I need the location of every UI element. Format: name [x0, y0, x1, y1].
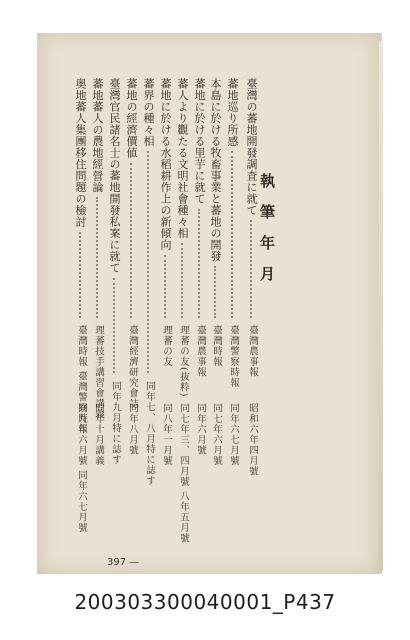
entry-title: 蕃地の經濟價値 — [125, 78, 138, 159]
entry-source: 理蕃の友(抜粋) — [178, 325, 189, 398]
entry-title: 本島に於ける牧畜事業と蕃地の開發 — [209, 78, 222, 262]
dot-leader — [198, 209, 200, 319]
entry-source: 臺灣時報 臺灣警察時報 — [76, 325, 87, 435]
dot-leader — [130, 163, 132, 319]
entry-date: 昭和六年四月號 — [247, 403, 258, 477]
dot-leader — [164, 255, 166, 319]
dot-leader — [214, 266, 216, 318]
entry-title: 蕃地蕃人の農地經營論 — [91, 78, 104, 193]
entry-date: 同年九月特に誌す — [110, 381, 121, 465]
entry-date: 同七年三、四月號 八年五月號 — [178, 403, 189, 544]
entry-source: 臺灣警察時報 — [228, 325, 239, 388]
document-page — [37, 33, 382, 574]
entry-source: 臺灣時報 — [211, 325, 222, 367]
entry-title: 蕃地に於ける里芋に就て — [193, 78, 206, 205]
dot-leader — [181, 243, 183, 318]
dot-leader — [250, 220, 252, 318]
dot-leader — [113, 278, 115, 374]
entry-title: 蕃地に於ける水稻耕作上の新傾向 — [159, 78, 172, 251]
entry-date: 同年十月講義 — [93, 403, 104, 466]
dot-leader — [147, 151, 149, 373]
entry-date: 同年七、八月特に誌す — [144, 381, 155, 486]
dot-leader — [96, 197, 98, 318]
entry-title: 臺灣官民諸名士の蕃地開發私案に就て — [108, 78, 121, 274]
entry-title: 蕃人より觀たる文明社會種々相 — [176, 78, 189, 239]
entry-date: 同年六月號 — [195, 403, 206, 456]
entry-date: 同八年一月號 — [161, 403, 172, 466]
entry-date: 同九年六月號 同年六七月號 — [76, 403, 87, 534]
entry-date: 同七年六月號 — [211, 403, 222, 466]
page-heading: 執筆年月 — [258, 173, 276, 297]
entry-source: 臺灣農事報 — [195, 325, 206, 378]
entry-date: 同年八月號 — [127, 403, 138, 456]
entry-title: 蕃地巡り所感 — [226, 78, 239, 147]
page-number: 397 — — [107, 557, 140, 568]
entry-date: 同年六七月號 — [228, 403, 239, 466]
entry-source: 理蕃技手講習會講義 — [93, 325, 104, 420]
entry-source: 臺灣農事報 — [247, 325, 258, 378]
dot-leader — [79, 232, 81, 319]
dot-leader — [231, 151, 233, 318]
entry-title: 臺灣の蕃地開發調査に就て — [245, 78, 258, 216]
entry-source: 理蕃の友 — [161, 325, 172, 367]
entry-title: 蕃界の種々相 — [142, 78, 155, 147]
entry-source: 臺灣經濟研究會誌 — [127, 325, 138, 409]
image-caption: 200303300040001_P437 — [74, 590, 336, 614]
entry-title: 奥地蕃人集團移住問題の檢討 — [74, 78, 87, 228]
